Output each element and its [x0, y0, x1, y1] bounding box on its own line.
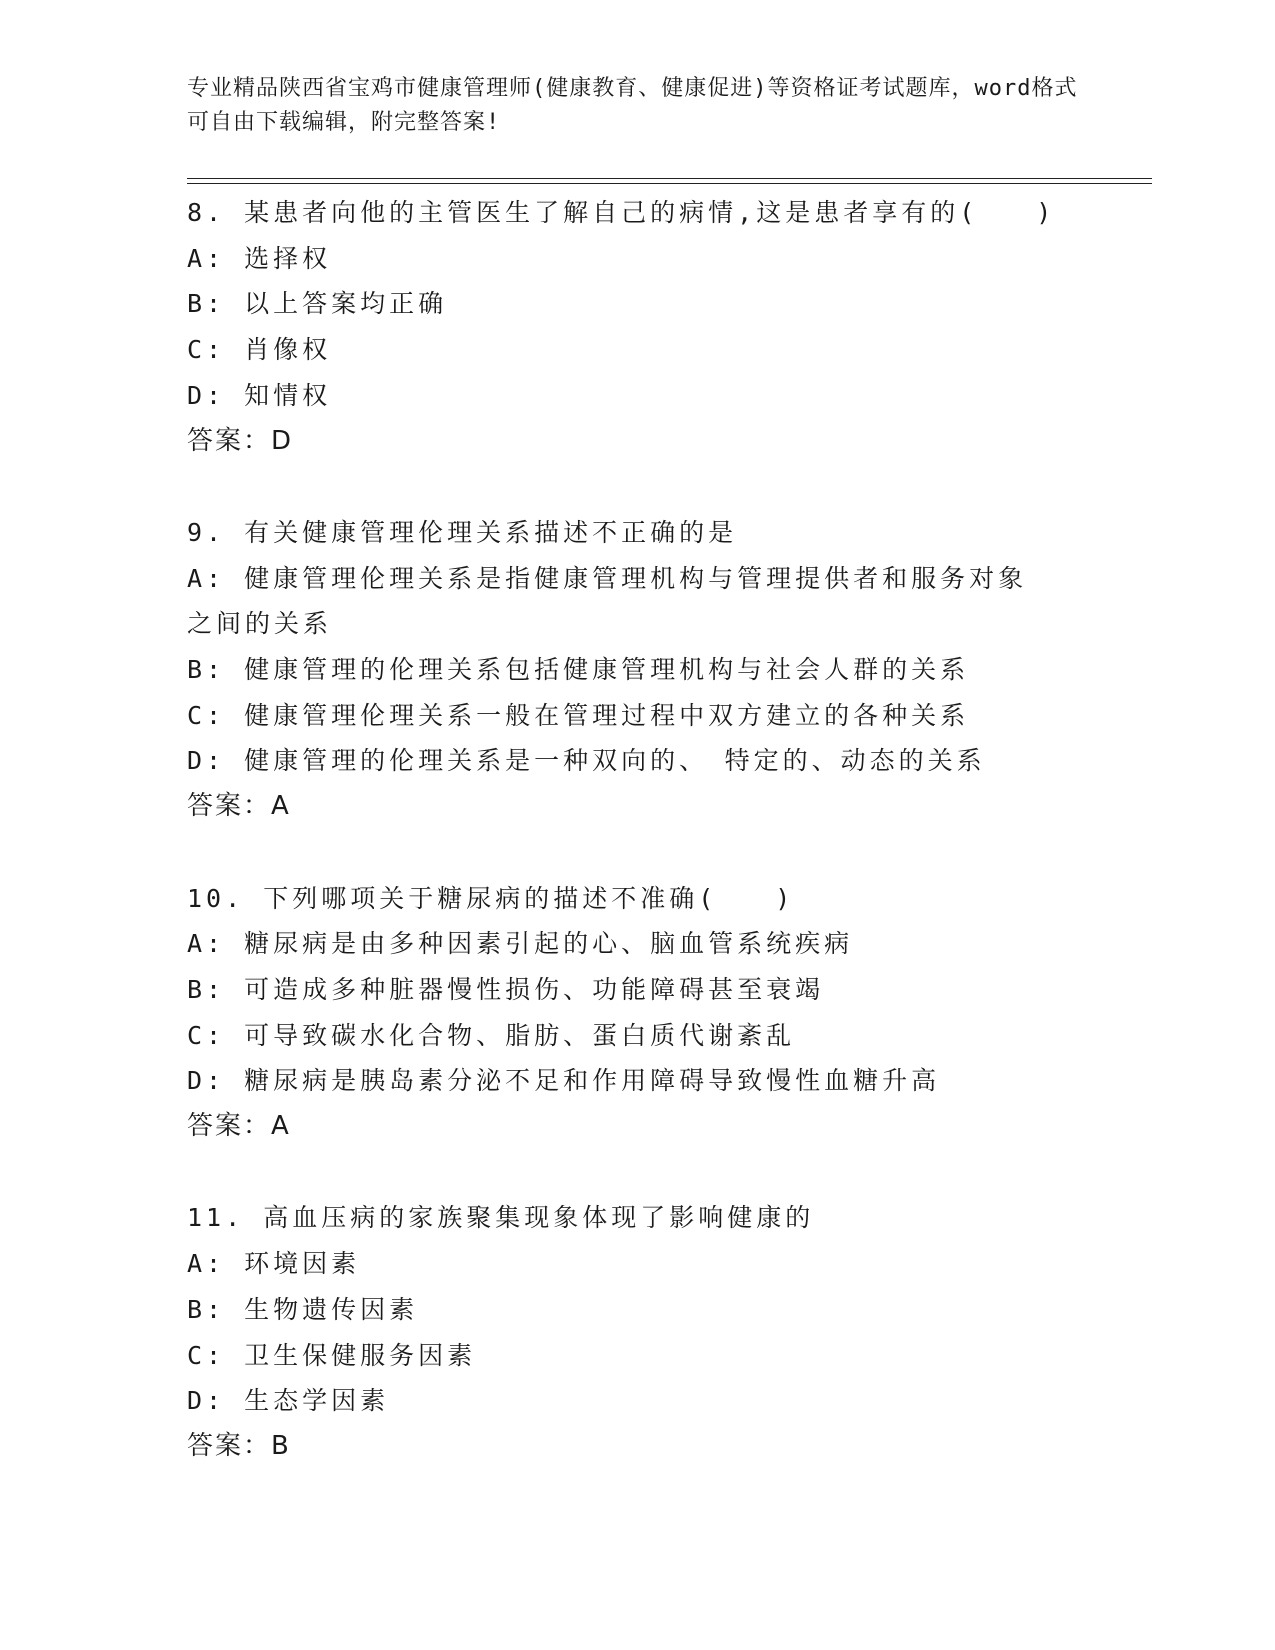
- answer-value: A: [271, 1111, 291, 1142]
- option-c: C: 卫生保健服务因素: [187, 1340, 477, 1370]
- answer-value: D: [271, 425, 294, 456]
- question-list: [187, 190, 1147, 1470]
- option-a: A: 选择权: [187, 243, 332, 273]
- answer-line: [187, 1424, 1147, 1470]
- question-spacer: [187, 464, 1147, 510]
- question-spacer: [187, 1150, 1147, 1196]
- option-c: C: 健康管理伦理关系一般在管理过程中双方建立的各种关系: [187, 700, 970, 730]
- answer-line: [187, 419, 1147, 465]
- option-b: B: 可造成多种脏器慢性损伤、功能障碍甚至衰竭: [187, 974, 825, 1004]
- option-d: D: 知情权: [187, 380, 332, 410]
- answer-label: 答案：: [187, 791, 272, 822]
- option-b: B: 以上答案均正确: [187, 289, 448, 319]
- option-d: D: 健康管理的伦理关系是一种双向的、 特定的、动态的关系: [187, 746, 986, 776]
- option-c: C: 肖像权: [187, 335, 332, 365]
- option-b: B: 生物遗传因素: [187, 1294, 419, 1324]
- question-stem: 11. 高血压病的家族聚集现象体现了影响健康的: [187, 1203, 815, 1233]
- option-a: A: 环境因素: [187, 1249, 361, 1279]
- question-spacer: [187, 830, 1147, 876]
- header-divider-top: [187, 178, 1152, 179]
- question-9: [187, 510, 1147, 830]
- option-c: C: 可导致碳水化合物、脂肪、蛋白质代谢紊乱: [187, 1020, 796, 1050]
- option-b: B: 健康管理的伦理关系包括健康管理机构与社会人群的关系: [187, 655, 970, 685]
- answer-value: B: [271, 1430, 291, 1461]
- question-10: [187, 876, 1147, 1150]
- option-d: D: 糖尿病是胰岛素分泌不足和作用障碍导致慢性血糖升高: [187, 1066, 941, 1096]
- question-stem: 9. 有关健康管理伦理关系描述不正确的是: [187, 517, 738, 547]
- option-a: A: 健康管理伦理关系是指健康管理机构与管理提供者和服务对象之间的关系: [187, 563, 1028, 639]
- answer-line: [187, 784, 1147, 830]
- answer-value: A: [271, 791, 291, 822]
- document-header: 专业精品陕西省宝鸡市健康管理师(健康教育、健康促进)等资格证考试题库，word格式可自由下载编辑，附完整答案!: [187, 76, 1078, 135]
- option-a: A: 糖尿病是由多种因素引起的心、脑血管系统疾病: [187, 929, 854, 959]
- answer-label: 答案：: [187, 425, 272, 456]
- question-8: [187, 190, 1147, 464]
- answer-label: 答案：: [187, 1430, 272, 1461]
- header-divider-bottom: [187, 183, 1152, 184]
- answer-line: [187, 1104, 1147, 1150]
- answer-label: 答案：: [187, 1111, 272, 1142]
- option-d: D: 生态学因素: [187, 1386, 390, 1416]
- question-stem: 10. 下列哪项关于糖尿病的描述不准确( ): [187, 883, 795, 913]
- question-11: [187, 1195, 1147, 1469]
- question-stem: 8. 某患者向他的主管医生了解自己的病情,这是患者享有的( ): [187, 198, 1056, 227]
